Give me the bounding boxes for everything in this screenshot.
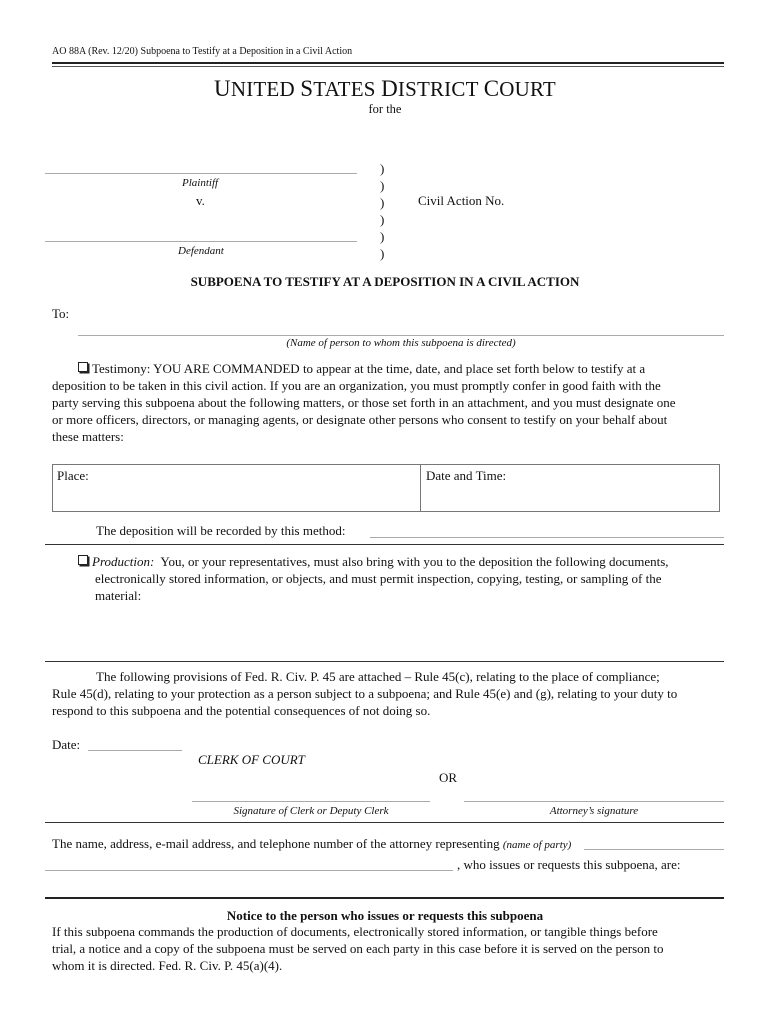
testimony-paragraph <box>52 360 732 445</box>
date-label: Date: <box>52 737 81 752</box>
header-rule <box>52 62 724 64</box>
place-date-time-box <box>52 464 720 512</box>
notice-rule <box>45 897 724 899</box>
court-title-part: NITED <box>230 77 301 101</box>
recipient-caption: (Name of person to whom this subpoena is directed) <box>286 337 516 349</box>
defendant-label: Defendant <box>178 245 224 257</box>
defendant-field[interactable] <box>45 241 357 242</box>
paren: ) <box>380 195 385 210</box>
section-divider <box>45 544 724 545</box>
attorney-signature-caption: Attorney’s signature <box>549 805 639 817</box>
notice-line: whom it is directed. Fed. R. Civ. P. 45(a)(4). <box>52 958 283 973</box>
notice-line: If this subpoena commands the production of documents, electronically stored information, or tangible things before <box>52 924 658 939</box>
attorney-signature-field[interactable] <box>464 801 724 802</box>
plaintiff-label: Plaintiff <box>182 177 219 189</box>
attorney-info-suffix: , who issues or requests this subpoena, are: <box>457 857 681 872</box>
clerk-of-court-label: CLERK OF COURT <box>198 752 305 767</box>
party-name-field[interactable] <box>584 849 724 850</box>
section-divider <box>45 661 724 662</box>
production-line: material: <box>95 588 142 603</box>
court-title-initial-u: U <box>214 76 231 101</box>
clerk-signature-caption: Signature of Clerk or Deputy Clerk <box>233 805 389 817</box>
production-line: electronically stored information, or objects, and must permit inspection, copying, testing, or sampling of the <box>95 571 662 586</box>
testimony-line: Testimony: YOU ARE COMMANDED to appear at the time, date, and place set forth below to testify at a <box>92 361 646 376</box>
paren: ) <box>380 229 385 244</box>
provisions-line: Rule 45(d), relating to your protection as a person subject to a subpoena; and Rule 45(e) and (g), relating to your duty to <box>52 686 678 701</box>
provisions-line: respond to this subpoena and the potential consequences of not doing so. <box>52 703 431 718</box>
court-title-initial-s: S <box>300 76 314 101</box>
place-label: Place: <box>57 468 89 483</box>
clerk-signature-field[interactable] <box>192 801 430 802</box>
testimony-line: or more officers, directors, or managing agents, or designate other persons who consent to testify on your behalf about <box>52 412 668 427</box>
testimony-line: these matters: <box>52 429 124 444</box>
provisions-line: The following provisions of Fed. R. Civ. P. 45 are attached – Rule 45(c), relating to the place of compliance; <box>96 669 660 684</box>
court-title <box>0 76 770 102</box>
caption-parentheses <box>380 160 384 262</box>
court-title-part: ISTRICT <box>397 77 484 101</box>
testimony-checkbox[interactable] <box>78 362 88 372</box>
notice-line: trial, a notice and a copy of the subpoena must be served on each party in this case before it is served on the person to <box>52 941 664 956</box>
court-title-part: OURT <box>499 77 556 101</box>
form-identifier: AO 88A (Rev. 12/20) Subpoena to Testify at a Deposition in a Civil Action <box>52 46 353 57</box>
name-of-party-label: (name of party) <box>502 839 572 851</box>
recorded-method-label: The deposition will be recorded by this method: <box>96 523 346 538</box>
production-checkbox[interactable] <box>78 555 88 565</box>
paren: ) <box>380 178 385 193</box>
provisions-paragraph <box>52 668 732 719</box>
court-title-initial-d: D <box>381 76 398 101</box>
testimony-line: party serving this subpoena about the following matters, or those set forth in an attachment, and you must designate one <box>52 395 676 410</box>
court-title-part: TATES <box>313 77 382 101</box>
date-time-label: Date and Time: <box>426 468 507 483</box>
subpoena-title: SUBPOENA TO TESTIFY AT A DEPOSITION IN A CIVIL ACTION <box>190 274 580 289</box>
paren: ) <box>380 161 385 176</box>
testimony-line: deposition to be taken in this civil action. If you are an organization, you must promptly confer in good faith with the <box>52 378 661 393</box>
attorney-info-line <box>52 835 571 854</box>
court-title-initial-c: C <box>483 76 500 101</box>
production-line: You, or your representatives, must also bring with you to the deposition the following documents, <box>160 554 669 569</box>
production-paragraph <box>78 553 728 604</box>
attorney-info-text: The name, address, e-mail address, and telephone number of the attorney representing <box>52 836 500 851</box>
recipient-field[interactable] <box>78 335 724 336</box>
plaintiff-field[interactable] <box>45 173 357 174</box>
versus-label: v. <box>196 193 205 208</box>
header-rule-thin <box>52 66 724 67</box>
or-label: OR <box>439 770 458 785</box>
notice-paragraph <box>52 923 732 974</box>
paren: ) <box>380 212 385 227</box>
notice-title: Notice to the person who issues or requests this subpoena <box>226 908 544 923</box>
attorney-details-field[interactable] <box>45 870 453 871</box>
paren: ) <box>380 246 385 261</box>
civil-action-label: Civil Action No. <box>418 193 505 208</box>
date-field[interactable] <box>88 750 182 751</box>
to-label: To: <box>52 306 70 321</box>
box-divider <box>420 465 421 511</box>
section-divider <box>45 822 724 823</box>
for-the-label: for the <box>368 102 402 116</box>
recorded-method-field[interactable] <box>370 537 724 538</box>
production-label: Production: <box>92 554 155 569</box>
